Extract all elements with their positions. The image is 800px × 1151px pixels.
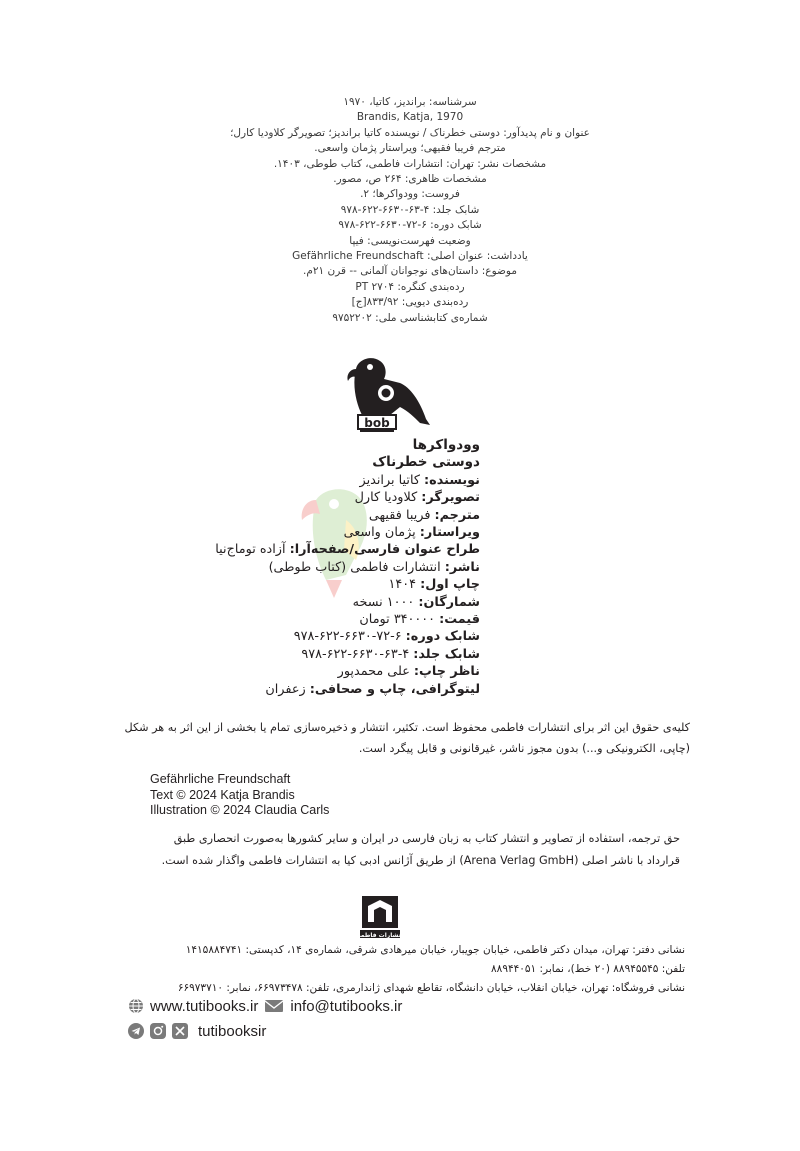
cip-line: سرشناسه: براندیز، کاتیا، ۱۹۷۰: [343, 96, 477, 108]
credit-value: ۳۴۰۰۰۰ تومان: [359, 612, 440, 628]
email-icon: [264, 998, 284, 1014]
cip-line: شابک دوره: ۶-۷۲-۶۶۳۰-۶۲۲-۹۷۸: [338, 219, 482, 232]
cip-line: یادداشت: عنوان اصلی: Gefährliche Freundschaft: [292, 250, 528, 263]
credit-value: زعفران: [265, 681, 310, 697]
publisher-logo-text: bob: [364, 416, 390, 430]
original-title: Gefährliche Freundschaft: [150, 772, 291, 786]
parrot-logo-icon: [340, 355, 435, 435]
credit-label: طراح عنوان فارسی/صفحه‌آرا:: [289, 542, 480, 558]
cip-line: وضعیت فهرست‌نویسی: فیپا: [349, 234, 471, 247]
credit-label: ناظر چاپ:: [413, 664, 480, 680]
credit-row: [140, 541, 480, 558]
credit-row: [140, 594, 480, 611]
cip-line: موضوع: داستان‌های نوجوانان آلمانی -- قرن ۲۱م.: [303, 265, 517, 278]
email-link[interactable]: info@tutibooks.ir: [290, 997, 403, 1015]
credit-value: ۱۴۰۴: [388, 577, 421, 593]
store-address: نشانی فروشگاه: تهران، خیابان انقلاب، خیابان دانشگاه، تقاطع شهدای ژاندارمری، تلفن: ۶۶۹۷۳۴۷۸، نمابر: ۶۶۹۷۳۷۱۰: [177, 982, 685, 994]
book-title: دوستی خطرناک: [372, 454, 480, 471]
credit-rows: [140, 472, 480, 698]
credit-label: چاپ اول:: [420, 577, 480, 593]
contact-row-social: [128, 1021, 266, 1041]
credit-row: [140, 628, 480, 645]
cip-line: مشخصات ظاهری: ۲۶۴ ص، مصور.: [333, 173, 487, 186]
credit-value: ۴-۶۳-۶۶۳۰-۶۲۲-۹۷۸: [301, 646, 414, 662]
text-credit: Text © 2024 Katja Brandis: [150, 787, 295, 802]
translation-rights: حق ترجمه، استفاده از تصاویر و انتشار کتاب به زبان فارسی در ایران و سایر کشورها به‌صورت انحصاری طبق قرارداد با ناشر اصلی (Arena Verlag GmbH) از طریق آژانس ادبی کیا به انتشارات فاطمی واگذار شده است.: [161, 832, 680, 867]
cip-line: رده‌بندی دیویی: ۸۳۳/۹۲[ج]: [351, 296, 469, 309]
credit-row: [140, 507, 480, 524]
credit-value: انتشارات فاطمی (کتاب طوطی): [268, 559, 445, 575]
globe-icon: [128, 998, 144, 1014]
cip-line: Brandis, Katja, 1970: [356, 111, 464, 124]
credit-label: قیمت:: [439, 612, 480, 628]
series-name: وودواکرها: [412, 437, 480, 453]
credit-value: پژمان واسعی: [343, 525, 420, 541]
cip-line: عنوان و نام پدیدآور: دوستی خطرناک / نویسنده کاتیا براندیز؛ تصویرگر کلاودیا کارل؛: [230, 126, 590, 139]
credit-label: شمارگان:: [418, 594, 480, 610]
credit-value: فریبا فقیهی: [368, 507, 435, 523]
credit-label: ویراستار:: [419, 525, 480, 541]
cip-line: فروست: وودواکرها؛ ۲.: [360, 188, 460, 201]
credit-row: [140, 646, 480, 663]
cip-line: رده‌بندی کنگره: PT ۲۷۰۴: [355, 280, 465, 293]
fatemi-logo-text: انتشارات فاطمی: [354, 932, 406, 939]
credit-label: ناشر:: [444, 559, 480, 575]
credit-row: [140, 559, 480, 576]
credit-label: شابک دوره:: [405, 629, 480, 645]
credit-row: [140, 663, 480, 680]
credit-row: [140, 611, 480, 628]
cip-line: مترجم فریبا فقیهی؛ ویراستار پژمان واسعی.: [314, 142, 506, 155]
publisher-logo: [340, 355, 435, 435]
credit-row: [140, 576, 480, 593]
copyright-notice: کلیه‌ی حقوق این اثر برای انتشارات فاطمی محفوظ است. تکثیر، انتشار و ذخیره‌سازی تمام یا بخشی از این اثر به هر شکل (چاپی، الکترونیکی و...) بدون مجوز ناشر، غیرقانونی و قابل پیگرد است.: [124, 721, 690, 755]
x-twitter-icon[interactable]: [172, 1023, 188, 1039]
address-block: [125, 941, 685, 998]
website-link[interactable]: www.tutibooks.ir: [150, 997, 259, 1015]
illustration-credit: Illustration © 2024 Claudia Carls: [150, 803, 330, 817]
telegram-icon[interactable]: [128, 1023, 144, 1039]
credits-block: [140, 437, 480, 698]
office-phone: تلفن: ۸۸۹۴۵۵۴۵ (۲۰ خط)، نمابر: ۸۸۹۴۴۰۵۱: [491, 963, 685, 975]
cip-line: مشخصات نشر: تهران: انتشارات فاطمی، کتاب طوطی، ۱۴۰۳.: [273, 157, 547, 170]
credit-value: ۶-۷۲-۶۶۳۰-۶۲۲-۹۷۸: [293, 629, 406, 645]
credit-label: تصویرگر:: [421, 490, 480, 506]
cataloging-block: [140, 95, 680, 326]
cip-line: شابک جلد: ۴-۶۳-۶۶۳۰-۶۲۲-۹۷۸: [340, 203, 480, 216]
cip-line: شماره‌ی کتابشناسی ملی: ۹۷۵۲۲۰۲: [332, 311, 488, 324]
fatemi-logo-icon: [354, 892, 406, 940]
credit-value: آزاده توماج‌نیا: [215, 542, 290, 558]
social-handle[interactable]: tutibooksir: [198, 1022, 267, 1040]
original-edition: [150, 772, 450, 819]
credit-value: کلاودیا کارل: [354, 490, 422, 506]
credit-value: کاتیا براندیز: [359, 472, 425, 488]
credit-row: [140, 524, 480, 541]
credit-label: شابک جلد:: [413, 646, 480, 662]
fatemi-logo: [354, 892, 406, 940]
contact-row-web: [128, 996, 402, 1016]
credit-value: علی محمدپور: [337, 664, 414, 680]
credit-row: [140, 489, 480, 506]
credit-value: ۱۰۰۰ نسخه: [352, 594, 419, 610]
credit-row: [140, 472, 480, 489]
credit-label: مترجم:: [434, 507, 480, 523]
office-address: نشانی دفتر: تهران، میدان دکتر فاطمی، خیابان جویبار، خیابان میرهادی شرقی، شماره‌ی ۱۴، کدپستی: ۱۴۱۵۸۸۴۷۴۱: [185, 944, 685, 956]
credit-label: لیتوگرافی، چاپ و صحافی:: [309, 681, 480, 697]
instagram-icon[interactable]: [150, 1023, 166, 1039]
credit-row: [140, 681, 480, 698]
credit-label: نویسنده:: [424, 472, 480, 488]
